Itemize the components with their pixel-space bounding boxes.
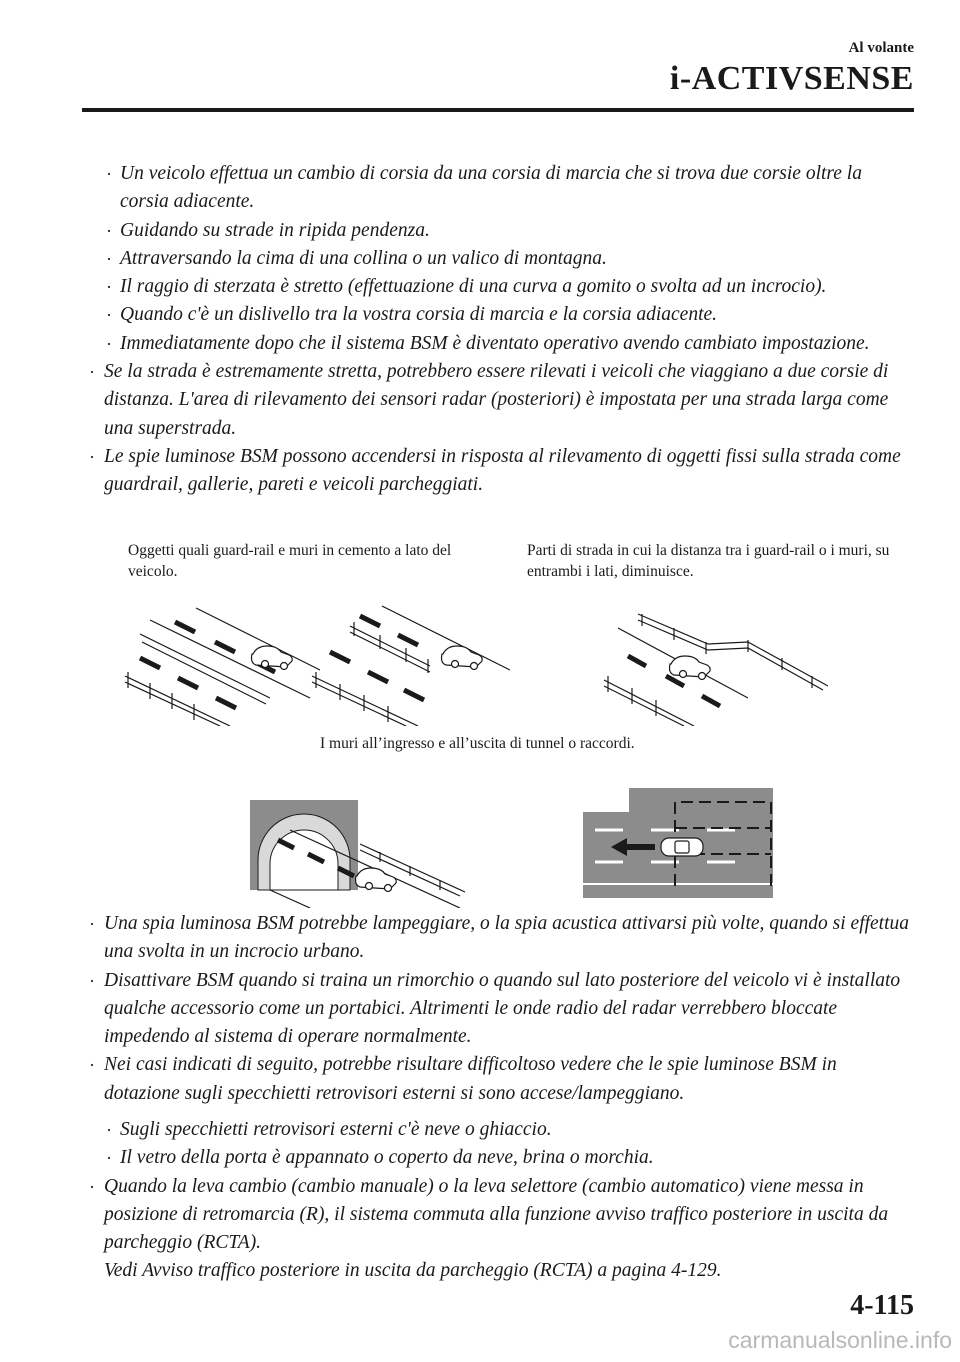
bullet-dot: · xyxy=(89,914,95,934)
bullet-text: Se la strada è estremamente stretta, potrebbero essere rilevati i veicoli che viaggiano a due corsie di distanza. L'area di rilevamento dei sensori radar (posteriori) è impostata per una strada larga come una superstrada. xyxy=(104,361,889,439)
bullet-dot: · xyxy=(106,220,112,241)
bullet-dot: · xyxy=(106,248,112,269)
watermark: carmanualsonline.info xyxy=(728,1327,952,1353)
bullet-text: Una spia luminosa BSM potrebbe lampeggiare, o la spia acustica attivarsi più volte, quando si effettua una svolta in un incrocio urbano. xyxy=(104,913,910,963)
bullet-dot: · xyxy=(89,446,95,467)
bullet-text: Le spie luminose BSM possono accendersi in risposta al rilevamento di oggetti fissi sulla strada come guardrail, gallerie, pareti e veicoli parcheggiati. xyxy=(104,445,901,496)
bullet-item xyxy=(0,217,914,245)
bullet-dot: · xyxy=(106,305,112,326)
bullet-item xyxy=(0,1051,914,1108)
bullet-item xyxy=(0,301,914,329)
bullet-item xyxy=(0,910,914,967)
cross-reference: Vedi Avviso traffico posteriore in uscita da parcheggio (RCTA) a pagina 4-129. xyxy=(104,1260,722,1282)
bullet-dot: · xyxy=(106,1120,112,1140)
bullet-item xyxy=(0,967,914,1052)
bullet-dot: · xyxy=(106,277,112,298)
bullet-item xyxy=(0,1144,914,1172)
road-topview-illustration xyxy=(583,788,773,898)
bullet-text: Nei casi indicati di seguito, potrebbe risultare difficoltoso vedere che le spie luminose BSM in dotazione sugli specchietti retrovisori esterni si sono accese/lampeggiano. xyxy=(104,1054,837,1104)
bullet-item xyxy=(0,358,914,443)
text-block-visibility xyxy=(0,1116,960,1286)
bullet-item xyxy=(0,443,914,500)
bullet-dot: · xyxy=(106,333,112,354)
chapter-title: i-ACTIVSENSE xyxy=(669,60,914,97)
text-block-conditions xyxy=(0,160,960,500)
bullet-dot: · xyxy=(106,164,112,184)
guardrail-road-illustration xyxy=(120,598,320,726)
bullet-text: Disattivare BSM quando si traina un rimorchio o quando sul lato posteriore del veicolo vi è installato qualche accessorio come un portabici. Altrimenti le onde radio del radar verrebbero bloccate impedendo al sistema di operare normalmente. xyxy=(104,969,901,1048)
narrowing-guardrail-illustration xyxy=(598,598,828,726)
page-number: 4-115 xyxy=(850,1290,914,1321)
concrete-wall-road-illustration xyxy=(310,598,510,726)
bullet-item xyxy=(0,330,914,358)
tunnel-entrance-illustration xyxy=(250,800,470,908)
figure-caption-right: Parti di strada in cui la distanza tra i guard-rail o i muri, su entrambi i lati, diminuisce. xyxy=(527,542,890,580)
bullet-item xyxy=(0,1173,914,1286)
bullet-text: Immediatamente dopo che il sistema BSM è diventato operativo avendo cambiato impostazione. xyxy=(120,332,870,354)
section-label: Al volante xyxy=(848,40,914,56)
bullet-text: Un veicolo effettua un cambio di corsia da una corsia di marcia che si trova due corsie oltre la corsia adiacente. xyxy=(120,163,862,213)
bullet-dot: · xyxy=(89,1176,95,1197)
bullet-text: Sugli specchietti retrovisori esterni c'è neve o ghiaccio. xyxy=(120,1119,552,1140)
bullet-item xyxy=(0,160,914,217)
bullet-text: Attraversando la cima di una collina o un valico di montagna. xyxy=(120,247,607,269)
bullet-text: Guidando su strade in ripida pendenza. xyxy=(120,219,430,241)
bullet-dot: · xyxy=(106,1148,112,1169)
bullet-text: Il vetro della porta è appannato o coperto da neve, brina o morchia. xyxy=(120,1147,654,1169)
text-block-notes xyxy=(0,910,960,1108)
bullet-dot: · xyxy=(89,1055,95,1076)
figure-caption-left: Oggetti quali guard-rail e muri in cemento a lato del veicolo. xyxy=(128,542,452,580)
bullet-text: Quando c'è un dislivello tra la vostra corsia di marcia e la corsia adiacente. xyxy=(120,304,718,326)
bullet-dot: · xyxy=(89,362,95,383)
bullet-text: Quando la leva cambio (cambio manuale) o la leva selettore (cambio automatico) viene messa in posizione di retromarcia (R), il sistema commuta alla funzione avviso traffico posteriore in uscita da parcheggio (RCTA). xyxy=(104,1175,889,1254)
bullet-text: Il raggio di sterzata è stretto (effettuazione di una curva a gomito o svolta ad un incrocio). xyxy=(120,276,827,298)
bullet-item xyxy=(0,1116,914,1144)
bullet-item xyxy=(0,245,914,273)
bullet-item xyxy=(0,273,914,301)
header-divider xyxy=(82,108,914,112)
bullet-dot: · xyxy=(89,970,95,991)
figure-caption-center: I muri all’ingresso e all’uscita di tunnel o raccordi. xyxy=(320,735,635,752)
